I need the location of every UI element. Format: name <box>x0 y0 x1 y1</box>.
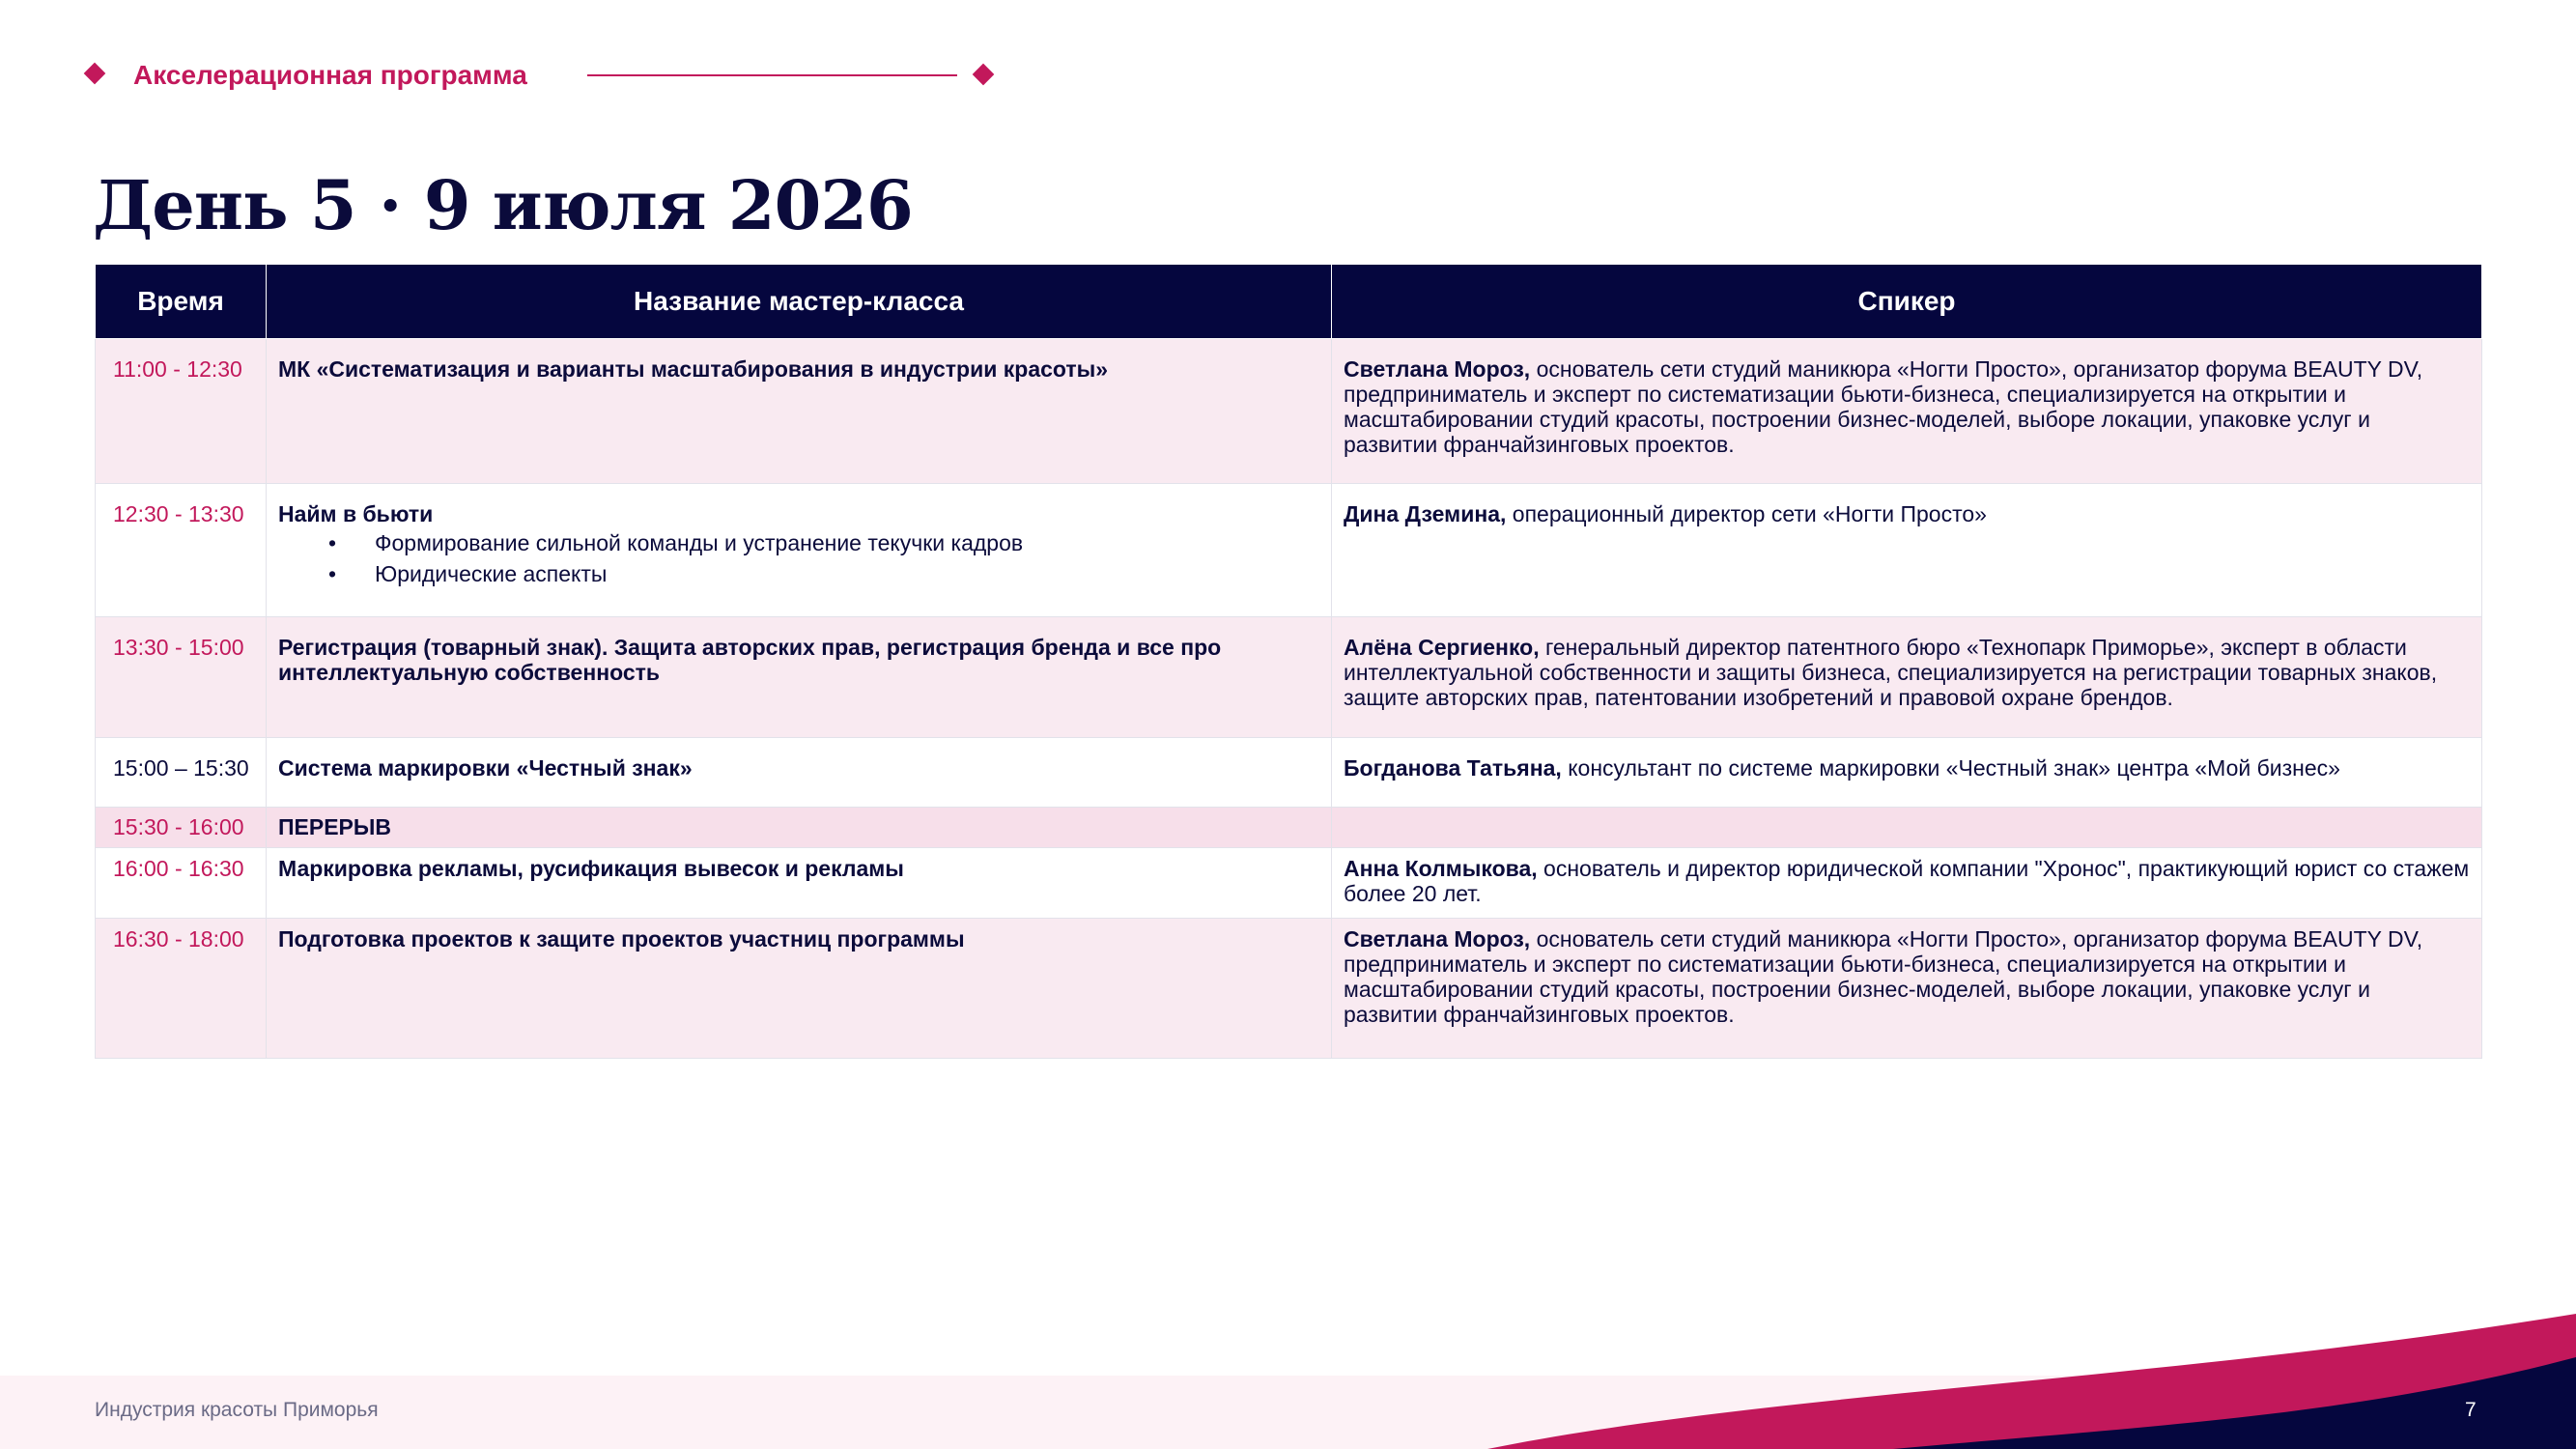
speaker-description: основатель сети студий маникюра «Ногти Просто», организатор форума BEAUTY DV, предприниматель и эксперт по систематизации бьюти-бизнеса, специализируется на открытии и масштабировании студий красоты, построении бизнес-моделей, выборе локации, упаковке услуг и развитии франчайзинговых проектов. <box>1344 356 2423 457</box>
time-cell: 16:00 - 16:30 <box>96 848 267 919</box>
table-row-break <box>96 808 2482 848</box>
time-cell: 15:30 - 16:00 <box>96 808 267 848</box>
speaker-name: Анна Колмыкова, <box>1344 856 1538 881</box>
class-title-cell: Маркировка рекламы, русификация вывесок и рекламы <box>267 848 1332 919</box>
column-header-title: Название мастер-класса <box>267 265 1332 339</box>
speaker-cell <box>1332 848 2482 919</box>
list-item: • Формирование сильной команды и устранение текучки кадров <box>278 530 1319 555</box>
speaker-name: Светлана Мороз, <box>1344 356 1531 382</box>
speaker-name: Светлана Мороз, <box>1344 926 1531 952</box>
speaker-description: операционный директор сети «Ногти Просто» <box>1506 501 1987 526</box>
table-row <box>96 484 2482 617</box>
speaker-description: консультант по системе маркировки «Честный знак» центра «Мой бизнес» <box>1561 755 2340 781</box>
table-row <box>96 919 2482 1059</box>
table-row <box>96 617 2482 738</box>
time-cell: 12:30 - 13:30 <box>96 484 267 617</box>
speaker-cell <box>1332 738 2482 808</box>
table-row <box>96 339 2482 484</box>
diamond-icon <box>84 63 106 85</box>
program-label: Акселерационная программа <box>133 60 527 90</box>
topic-list <box>278 530 1319 586</box>
page-title: День 5 · 9 июля 2026 <box>93 165 913 245</box>
speaker-name: Дина Дземина, <box>1344 501 1507 526</box>
schedule-table <box>95 265 2482 1059</box>
time-cell: 15:00 – 15:30 <box>96 738 267 808</box>
class-title-cell <box>267 484 1332 617</box>
speaker-description: основатель и директор юридической компании "Хронос", практикующий юрист со стажем более 20 лет. <box>1344 856 2470 906</box>
class-title-cell: МК «Систематизация и варианты масштабирования в индустрии красоты» <box>267 339 1332 484</box>
footer-wave-decoration <box>1487 1314 2576 1449</box>
speaker-cell <box>1332 919 2482 1059</box>
speaker-name: Алёна Сергиенко, <box>1344 635 1540 660</box>
class-title-cell: Система маркировки «Честный знак» <box>267 738 1332 808</box>
break-label: ПЕРЕРЫВ <box>267 808 1332 848</box>
time-cell: 11:00 - 12:30 <box>96 339 267 484</box>
speaker-description: генеральный директор патентного бюро «Технопарк Приморье», эксперт в области интеллектуальной собственности и защиты бизнеса, специализируется на регистрации товарных знаков, защите авторских прав, патентовании изобретений и правовой охране брендов. <box>1344 635 2438 710</box>
time-cell: 13:30 - 15:00 <box>96 617 267 738</box>
header <box>87 56 1014 95</box>
class-title-cell: Подготовка проектов к защите проектов участниц программы <box>267 919 1332 1059</box>
class-title-cell: Регистрация (товарный знак). Защита авторских прав, регистрация бренда и все про интеллектуальную собственность <box>267 617 1332 738</box>
list-item: • Юридические аспекты <box>278 561 1319 586</box>
time-cell: 16:30 - 18:00 <box>96 919 267 1059</box>
table-header-row <box>96 265 2482 339</box>
diamond-icon <box>973 64 995 86</box>
column-header-speaker: Спикер <box>1332 265 2482 339</box>
speaker-cell <box>1332 617 2482 738</box>
page-number: 7 <box>2465 1399 2477 1421</box>
speaker-cell <box>1332 339 2482 484</box>
class-title: Найм в бьюти <box>278 501 434 526</box>
footer-text: Индустрия красоты Приморья <box>95 1399 379 1421</box>
speaker-cell <box>1332 808 2482 848</box>
header-rule <box>587 74 957 76</box>
column-header-time: Время <box>96 265 267 339</box>
speaker-name: Богданова Татьяна, <box>1344 755 1562 781</box>
speaker-cell <box>1332 484 2482 617</box>
table-row <box>96 848 2482 919</box>
table-row <box>96 738 2482 808</box>
speaker-description: основатель сети студий маникюра «Ногти Просто», организатор форума BEAUTY DV, предприниматель и эксперт по систематизации бьюти-бизнеса, специализируется на открытии и масштабировании студий красоты, построении бизнес-моделей, выборе локации, упаковке услуг и развитии франчайзинговых проектов. <box>1344 926 2423 1027</box>
